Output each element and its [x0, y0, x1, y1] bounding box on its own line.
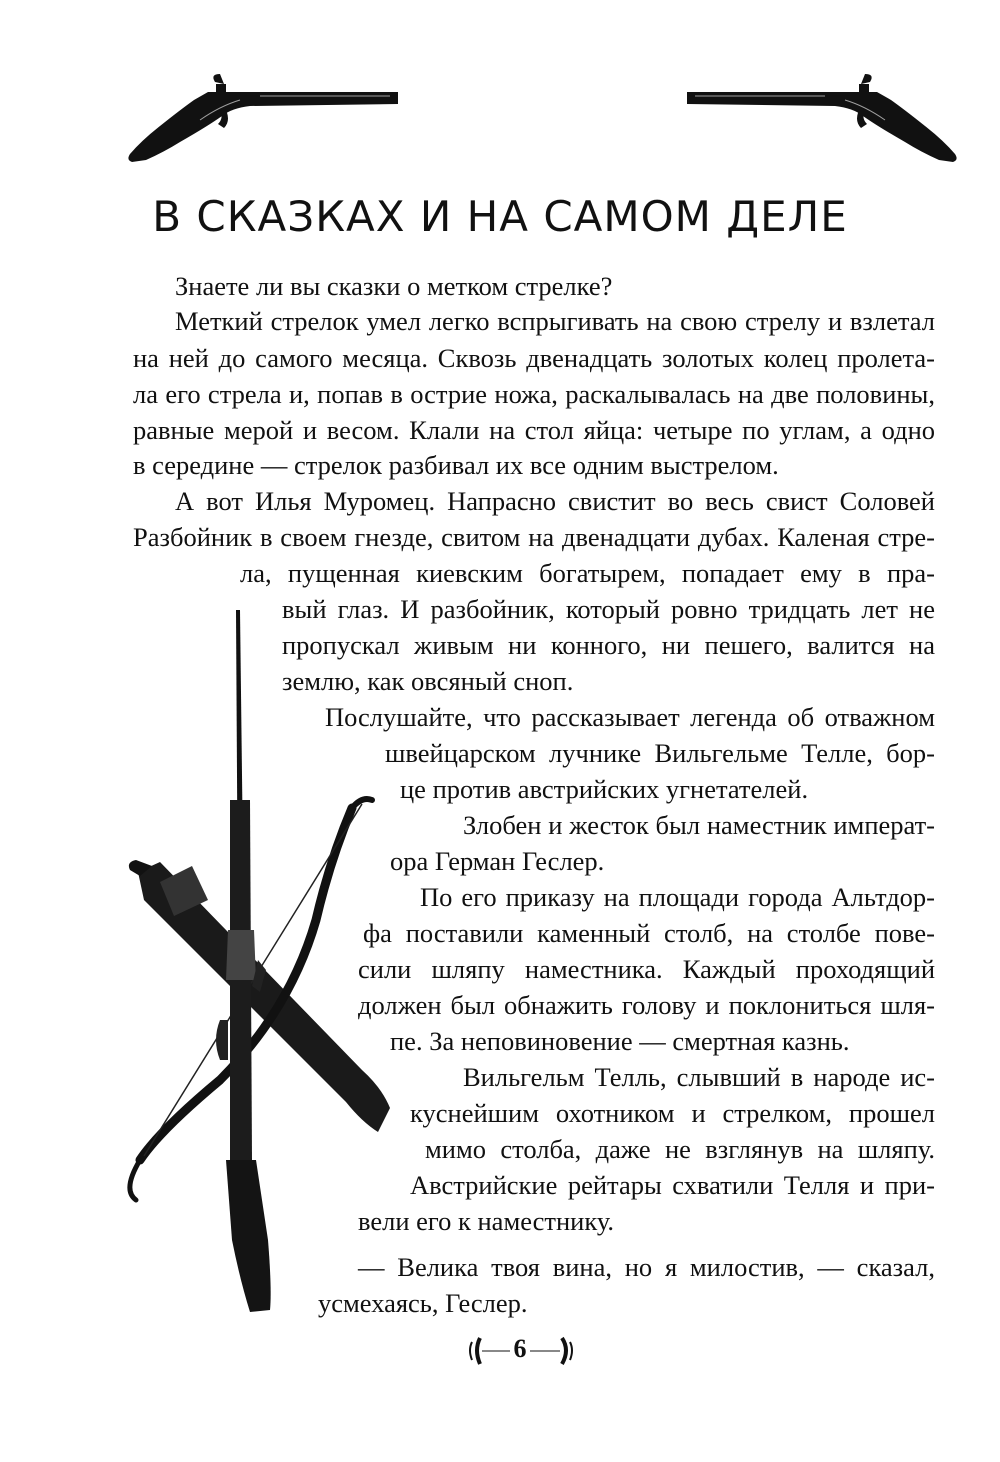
text-line: куснейшим охотником и стрелком, прошел: [410, 1098, 935, 1128]
text-line: — Велика твоя вина, но я милостив, — сказал,: [358, 1252, 935, 1282]
text-line: пропускал живым ни конного, ни пешего, валится на: [282, 630, 935, 660]
text-line: усмехаясь, Геслер.: [318, 1288, 528, 1318]
text-line: должен был обнажить голову и поклониться шля-: [358, 990, 935, 1020]
crossbow-icon: [129, 799, 390, 1200]
text-line: пе. За неповиновение — смертная казнь.: [390, 1026, 850, 1056]
pistol-left-icon: [120, 70, 420, 170]
text-line: ора Герман Геслер.: [390, 846, 605, 876]
text-line: Злобен и жесток был наместник императ-: [463, 810, 935, 840]
text-line: землю, как овсяный сноп.: [282, 666, 574, 696]
text-line: Вильгельм Телль, слывший в народе ис-: [463, 1062, 935, 1092]
text-line: А вот Илья Муромец. Напрасно свистит во весь свист Соловей: [175, 486, 935, 516]
crossbow-musket-illustration-icon: [100, 600, 410, 1320]
pistol-right-icon: [665, 70, 965, 170]
text-line: вели его к наместнику.: [358, 1206, 615, 1236]
text-line: мимо столба, даже не взглянув на шляпу.: [425, 1134, 935, 1164]
text-line: фа поставили каменный столб, на столбе пове-: [363, 918, 935, 948]
text-line: вый глаз. И разбойник, который ровно тридцать лет не: [282, 594, 935, 624]
text-line: По его приказу на площади города Альтдор-: [420, 882, 935, 912]
text-line: швейцарском лучнике Вильгельме Телле, бор-: [385, 738, 935, 768]
text-line: сили шляпу наместника. Каждый проходящий: [358, 954, 935, 984]
text-line: це против австрийских угнетателей.: [400, 774, 809, 804]
page-footer: [430, 1330, 610, 1370]
text-line: в середине — стрелок разбивал их все одним выстрелом.: [133, 450, 779, 480]
text-line: на ней до самого месяца. Сквозь двенадцать золотых колец пролета-: [133, 343, 935, 373]
page-number: 6: [513, 1334, 527, 1363]
text-line: Меткий стрелок умел легко вспрыгивать на свою стрелу и взлетал: [175, 306, 935, 336]
text-line: ла его стрела и, попав в острие ножа, раскалывалась на две половины,: [133, 379, 935, 409]
text-line: Послушайте, что рассказывает легенда об отважном: [325, 702, 935, 732]
text-line: ла, пущенная киевским богатырем, попадает ему в пра-: [240, 558, 935, 588]
page-title: В СКАЗКАХ И НА САМОМ ДЕЛЕ: [152, 192, 848, 241]
text-line: Австрийские рейтары схватили Телля и при-: [410, 1170, 935, 1200]
text-line: равные мерой и весом. Клали на стол яйца: четыре по углам, а одно: [133, 415, 935, 445]
text-line: Разбойник в своем гнезде, свитом на двенадцати дубах. Каленая стре-: [133, 522, 935, 552]
text-line: Знаете ли вы сказки о метком стрелке?: [175, 271, 613, 301]
